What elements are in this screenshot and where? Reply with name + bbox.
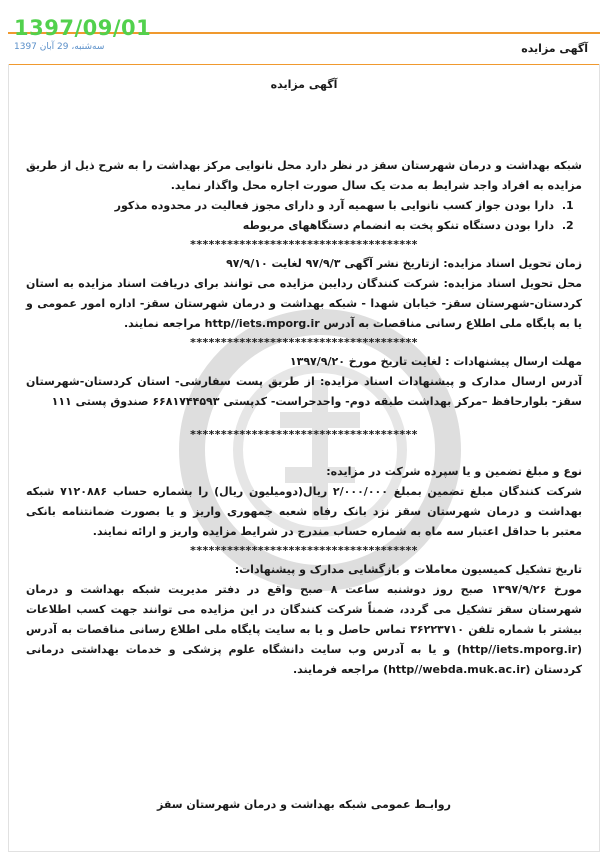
iets-link[interactable]: http//iets.mporg.ir: [204, 317, 320, 330]
document-title: آگهی مزایده: [270, 78, 338, 91]
guarantee-heading: نوع و مبلغ تضمین و یا سپرده شرکت در مزایده:: [326, 465, 582, 478]
distribution-place-text: محل تحویل اسناد مزایده: شرکت کنندگان ردایبن مزایده می توانند برای دریافت اسناد مزایده به استان کردستان-شهرستان سقز- خیابان شهدا - شبکه بهداشت و درمان شهرستان سقز- اداره امور عمومی و یا به پایگاه ملی اطلاع رسانی مناقصات به آدرس: [26, 277, 582, 330]
commission-text: مورخ ۱۳۹۷/۹/۲۶ صبح روز دوشنبه ساعت ۸ صبح واقع در دفتر مدیریت شبکه بهداشت و درمان شهرستان سقز تشکیل می گردد، ضمناً شرکت کنندگان در این مزایده می توانند جهت کسب اطلاعات بیشتر با شماره تلفن ۳۶۲۲۳۷۱۰ تماس حاصل و یا به سایت پایگاه ملی اطلاع رسانی مناقصات به آدرس: [26, 583, 582, 636]
document-body: [26, 156, 582, 680]
separator: *************************************: [190, 238, 418, 251]
commission-heading: تاریخ تشکیل کمیسیون معاملات و بازگشایی مدارک و پیشنهادات:: [234, 563, 582, 576]
commission-body: [26, 580, 582, 680]
distribution-place: [26, 274, 582, 334]
condition-item: 2. دارا بودن دستگاه تنکو پخت به انضمام دستگاههای مربوطه: [26, 216, 558, 236]
distribution-time: زمان تحویل اسناد مزایده: ازتاریخ نشر آگهی ۹۷/۹/۳ لغایت ۹۷/۹/۱۰: [226, 257, 582, 270]
commission-text-end: مراجعه فرمایند.: [293, 663, 380, 676]
deadline: مهلت ارسال پیشنهادات : لغایت تاریخ مورخ ۱۳۹۷/۹/۲۰: [289, 355, 582, 368]
condition-item: 1. دارا بودن جواز کسب نانوایی با سهمیه آرد و دارای مجوز فعالیت در محدوده مذکور: [26, 196, 558, 216]
spacer: [26, 444, 582, 462]
separator: *************************************: [190, 428, 418, 441]
date-stamp: 1397/09/01: [14, 16, 152, 40]
conditions-list: [26, 196, 582, 236]
separator: *************************************: [190, 336, 418, 349]
webda-link[interactable]: (http//webda.muk.ac.ir): [383, 663, 531, 676]
spacer: [26, 412, 582, 426]
intro-paragraph: شبکه بهداشت و درمان شهرستان سقز در نظر دارد محل نانوایی مرکز بهداشت را به شرح ذیل از طریق مزایده به افراد واجد شرایط به مدت یک سال صورت اجاره محل واگذار نماید.: [26, 159, 582, 192]
commission-text-2: و یا به آدرس وب سایت دانشگاه علوم پزشکی و خدمات بهداشتی درمانی کردستان: [26, 643, 582, 676]
separator: *************************************: [190, 544, 418, 557]
guarantee-body: شرکت کنندگان مبلغ تضمین بمبلغ ۲/۰۰۰/۰۰۰ ریال(دومیلیون ریال) را بشماره حساب ۷۱۲۰۸۸۶ شبکه بهداشت و درمان شهرستان سقز نزد بانک رفاه شعبه جمهوری واریز و یا بصورت ضمانتنامه بانکی معتبر با حداقل اعتبار سه ماه به شماره حساب مندرج در شرایط مزایده واریز و ارائه نمایند.: [26, 485, 582, 538]
distribution-place-end: مراجعه نمایند.: [123, 317, 201, 330]
signature: روابـط عمومی شبکه بهداشت و درمان شهرستان سقز: [157, 798, 451, 811]
iets-link-2[interactable]: (http//iets.mporg.ir): [456, 643, 582, 656]
publication-date: سه‌شنبه، 29 آبان 1397: [14, 42, 105, 52]
section-title: آگهی مزایده: [521, 42, 588, 55]
submission-address: آدرس ارسال مدارک و پیشنهادات اسناد مزایده: از طریق پست سفارشی- استان کردستان-شهرستان سقز- بلوارحافظ –مرکز بهداشت طبقه دوم- واحدحراست- کدپستی ۶۶۸۱۷۴۴۵۹۳ صندوق پستی ۱۱۱: [26, 375, 582, 408]
